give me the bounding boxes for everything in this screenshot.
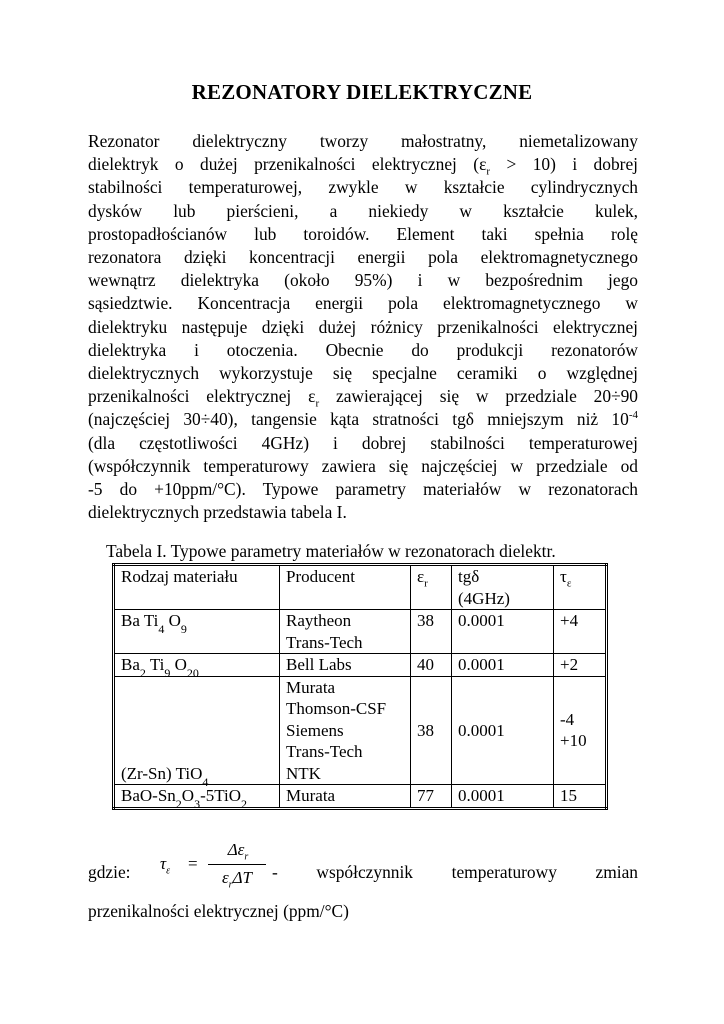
paragraph-line: wewnątrz dielektryka (około 95%) i w bezpośrednim jego [88, 270, 638, 291]
header-producer: Producent [280, 565, 411, 610]
producer-cell: Murata [280, 785, 411, 809]
paragraph-line: Rezonator dielektryczny tworzy małostratny, niemetalizowany [88, 131, 638, 151]
table-header-row [114, 565, 607, 610]
formula-description-continued: przenikalności elektrycznej (ppm/°C) [88, 901, 349, 921]
formula-denominator: $\varepsilon_r\Delta T$ [221, 868, 253, 891]
producer-cell: Raytheon Trans-Tech [280, 610, 411, 654]
producer-cell: Bell Labs [280, 654, 411, 677]
paragraph-line: dielektryku następuje dzięki dużej różnicy przenikalności elektrycznej [88, 316, 638, 337]
formula-description: - współczynnik temperaturowy zmian [272, 862, 638, 882]
temp-coefficient-cell: +4 [554, 610, 607, 654]
paragraph-line: sąsiedztwie. Koncentracja energii pola elektromagnetycznego w [88, 293, 638, 314]
producer-cell: Murata Thomson-CSF Siemens Trans-Tech NTK [280, 676, 411, 785]
header-temp-coefficient: $\tau_\varepsilon$ [554, 565, 607, 610]
paragraph-line: (najczęściej 30÷40), tangensie kąta stratności tgδ mniejszym niż $10^{-4}$ [88, 409, 638, 430]
permittivity-cell: 38 [411, 610, 452, 654]
paragraph-line: dielektrycznych wykorzystuje się specjalne ceramiki o względnej [88, 363, 638, 384]
paragraph-line: (współczynnik temperaturowy zawiera się najczęściej w przedziale od [88, 455, 638, 476]
paragraph-line: (dla częstotliwości 4GHz) i dobrej stabilności temperaturowej [88, 432, 638, 453]
body-paragraph [88, 130, 638, 524]
temperature-coefficient-formula [160, 840, 270, 890]
formula-label: gdzie: [88, 862, 131, 882]
paragraph-line: dielektryk o dużej przenikalności elektrycznej $(\varepsilon_r > 10)$ i dobrej [88, 154, 638, 178]
permittivity-cell: 77 [411, 785, 452, 809]
table-row [114, 654, 607, 677]
material-cell: $Ba_2$ $Ti_9$ $O_{20}$ [114, 654, 280, 677]
temp-coefficient-cell: +2 [554, 654, 607, 677]
paragraph-line: rezonatora dzięki koncentracji energii pola elektromagnetycznego [88, 247, 638, 268]
header-loss-tangent: tgδ (4GHz) [452, 565, 554, 610]
table-row [114, 610, 607, 654]
material-cell: BaO-$Sn_2O_3-5TiO_2$ [114, 785, 280, 809]
material-cell: (Zr-Sn) TiO$_4$ [114, 676, 280, 785]
header-material: Rodzaj materiału [114, 565, 280, 610]
table-caption: Tabela I. Typowe parametry materiałów w rezonatorach dielektr. [106, 541, 556, 561]
materials-table [112, 563, 608, 810]
formula-lhs: $\tau_\varepsilon$ [160, 854, 171, 877]
permittivity-cell: 38 [411, 676, 452, 785]
paragraph-line: przenikalności elektrycznej $\varepsilon_r$ zawierającej się w przedziale 20÷90 [88, 386, 639, 410]
loss-tangent-cell: 0.0001 [452, 654, 554, 677]
temp-coefficient-cell: -4 +10 [554, 676, 607, 785]
fraction-bar [208, 864, 266, 865]
loss-tangent-cell: 0.0001 [452, 785, 554, 809]
formula-equals: = [188, 854, 198, 873]
paragraph-line: -5 do +10ppm/°C). Typowe parametry materiałów w rezonatorach [88, 479, 638, 500]
paragraph-line: stabilności temperaturowej, zwykle w kształcie cylindrycznych [88, 177, 638, 198]
temp-coefficient-cell: 15 [554, 785, 607, 809]
formula-numerator: $\Delta\varepsilon_r$ [227, 840, 249, 863]
material-cell: Ba $Ti_4$ $O_9$ [114, 610, 280, 654]
header-permittivity: $\varepsilon_r$ [411, 565, 452, 610]
table-row [114, 676, 607, 785]
loss-tangent-cell: 0.0001 [452, 610, 554, 654]
paragraph-line: dielektryka i otoczenia. Obecnie do produkcji rezonatorów [88, 339, 638, 360]
table-row [114, 785, 607, 809]
permittivity-cell: 40 [411, 654, 452, 677]
paragraph-line: dysków lub pierścieni, a niekiedy w kształcie kulek, [88, 200, 638, 221]
loss-tangent-cell: 0.0001 [452, 676, 554, 785]
paragraph-line: prostopadłościanów lub toroidów. Element taki spełnia rolę [88, 223, 638, 244]
page-title: REZONATORY DIELEKTRYCZNE [191, 80, 533, 104]
paragraph-line: dielektrycznych przedstawia tabela I. [88, 502, 347, 523]
